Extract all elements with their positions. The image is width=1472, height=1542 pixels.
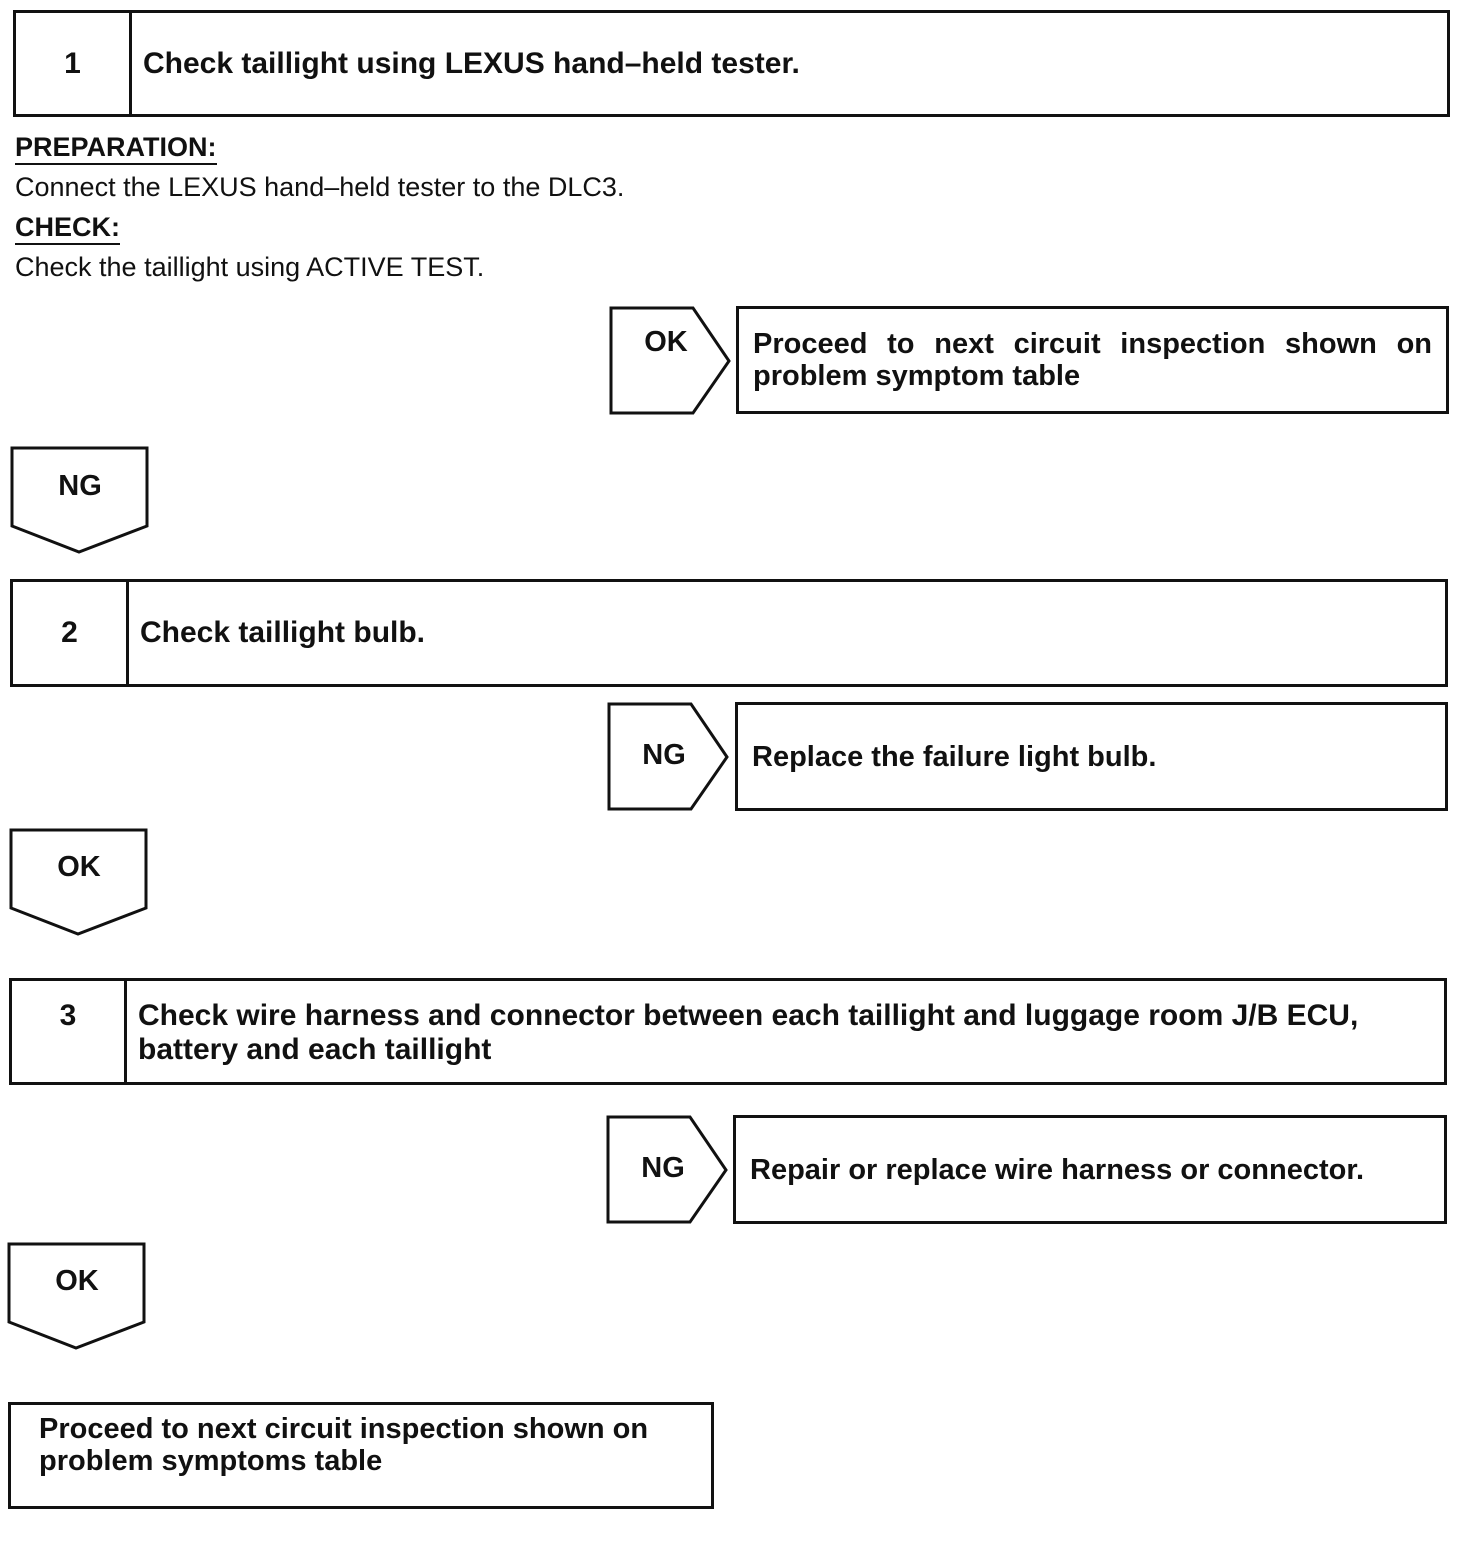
result-3-text: Repair or replace wire harness or connector. xyxy=(750,1153,1365,1186)
result-box-1 xyxy=(736,306,1449,414)
step-3-title: Check wire harness and connector between each taillight and luggage room J/B ECU, battery and each taillight xyxy=(138,999,1359,1066)
branch-2-right-label: NG xyxy=(642,739,686,771)
branch-3-right-label: NG xyxy=(641,1152,685,1184)
step-1-number: 1 xyxy=(16,13,132,114)
step-2-title: Check taillight bulb. xyxy=(140,616,426,649)
result-2-text: Replace the failure light bulb. xyxy=(752,740,1157,773)
step-1-title: Check taillight using LEXUS hand–held tester. xyxy=(143,46,800,80)
ok-arrow-right-1 xyxy=(609,306,733,416)
final-result-box xyxy=(8,1402,714,1509)
result-box-2 xyxy=(735,702,1448,811)
branch-1-right-label: OK xyxy=(644,326,688,358)
step-3-box xyxy=(9,978,1447,1085)
result-box-3 xyxy=(733,1115,1447,1224)
step-2-box xyxy=(10,579,1448,687)
branch-3-down-label: OK xyxy=(55,1265,99,1297)
result-1-text: Proceed to next circuit inspection shown on problem symptom table xyxy=(753,328,1432,392)
preparation-text: Connect the LEXUS hand–held tester to the DLC3. xyxy=(15,172,625,202)
branch-2-down-label: OK xyxy=(57,851,101,883)
final-result-text: Proceed to next circuit inspection shown on problem symptoms table xyxy=(39,1413,649,1477)
step-1-box xyxy=(13,10,1450,117)
step-3-number: 3 xyxy=(12,981,127,1082)
preparation-label: PREPARATION: xyxy=(15,131,217,165)
check-label: CHECK: xyxy=(15,211,120,245)
branch-1-down-label: NG xyxy=(58,470,102,502)
check-text: Check the taillight using ACTIVE TEST. xyxy=(15,252,485,282)
step-2-number: 2 xyxy=(13,582,129,684)
